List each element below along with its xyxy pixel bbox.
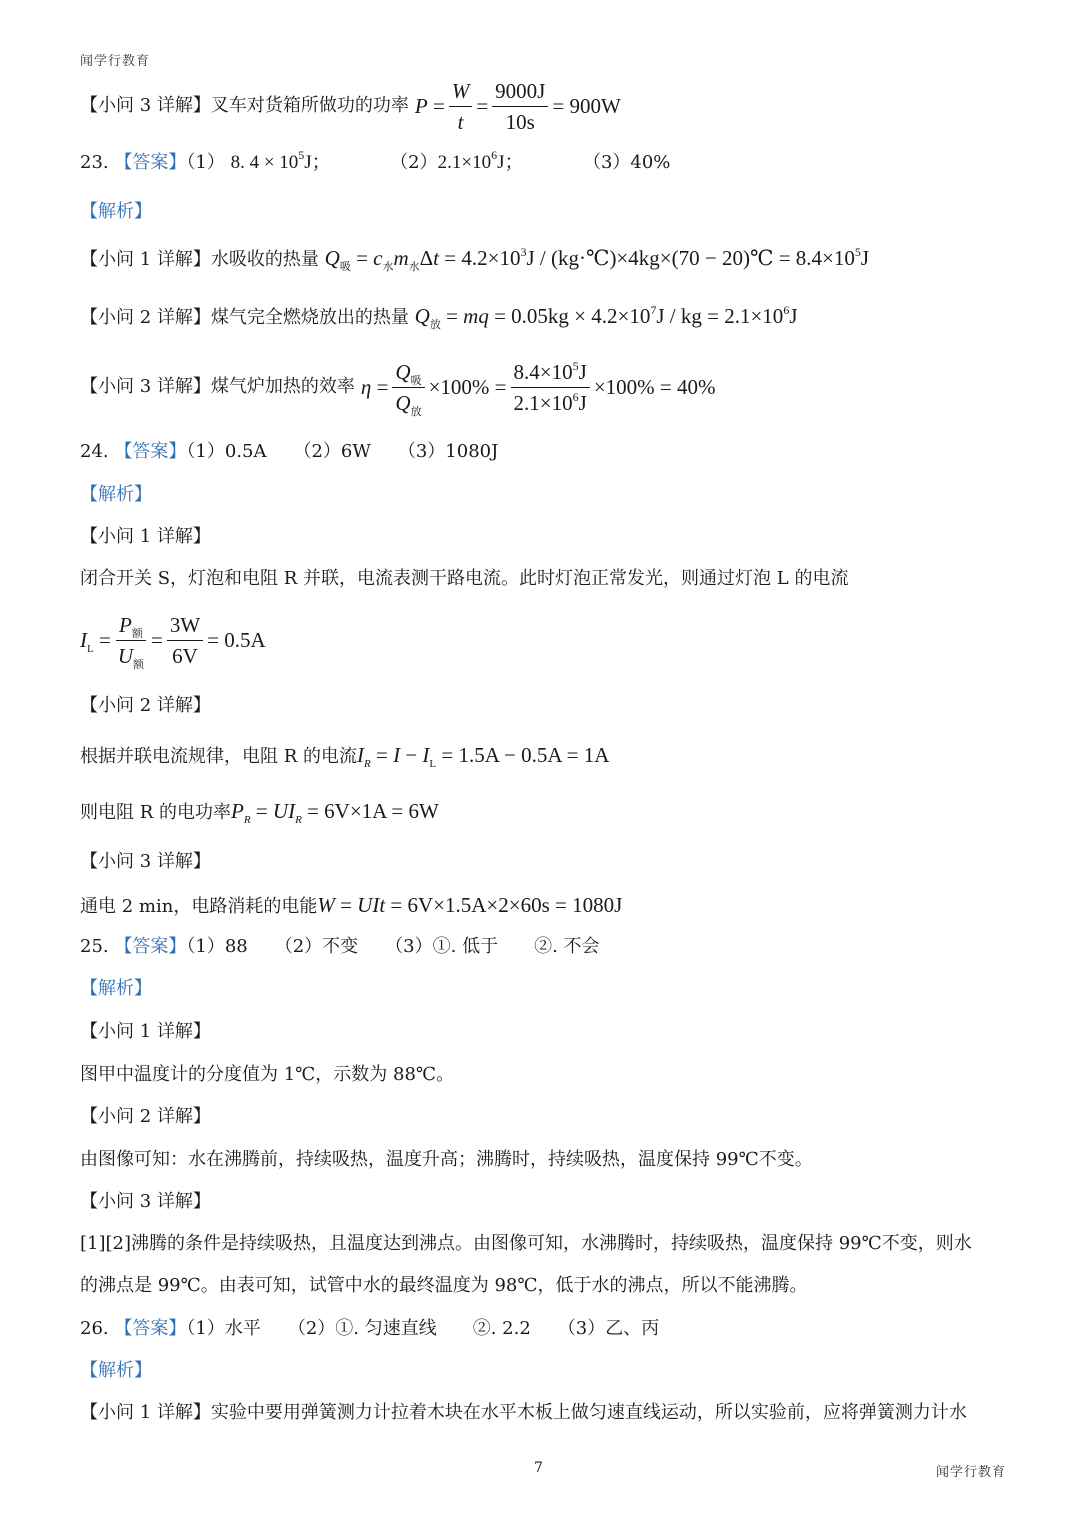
footer-brand: 闻学行教育 [936,1465,1007,1480]
q25-sub1-label: 【小问 1 详解】 [80,1021,211,1042]
q22-num: 9000J [492,78,548,107]
q22-fraction-wt: $\frac{W}{t}$ [449,78,473,135]
q26-answer-line: 26. 【答案】（1）水平 （2）①. 匀速直线 ②. 2.2 （3）乙、丙 [80,1318,660,1339]
sub3-label: 【小问 3 详解】 [80,95,211,116]
q23-efficiency-fraction: $\frac{Q_吸}{Q_放}$ [392,359,424,416]
header-brand: 闻学行教育 [80,54,151,69]
q25-p3b: 的沸点是 99℃。由表可知，试管中水的最终温度为 98℃，低于水的沸点，所以不能沸腾。 [80,1275,808,1296]
q24-p1: 闭合开关 S，灯泡和电阻 R 并联，电流表测干路电流。此时灯泡正常发光，则通过灯泡 L 的电流 [80,568,849,589]
q23-sub3: 【小问 3 详解】 煤气炉加热的效率 η = $\frac{Q_吸}{Q_放}$ ×100% = $\frac{8.4\times 10^5J}{2.1\times 10^6J}$ ×100% = 40% [80,358,716,418]
q24-answer-line: 24. 【答案】（1）0.5A （2）6W （3）1080J [80,441,499,462]
q24-p3: 则电阻 R 的电功率$P_R = UI_R = 6V\times 1A = 6W$ [80,799,439,826]
q22-den: 10s [505,109,535,134]
q25-analysis-label: 【解析】 [80,978,152,999]
q25-p3a: [1][2]沸腾的条件是持续吸热，且温度达到沸点。由图像可知，水沸腾时，持续吸热，温度保持 99℃不变，则水 [80,1233,972,1254]
q24-analysis-label: 【解析】 [80,484,152,505]
q23-answer-line: 23. 【答案】（1） 8. $4 \times 10^5J$； $(2)2.1\times 10^6J$； （3）40% [80,148,671,173]
q25-p1: 图甲中温度计的分度值为 1℃，示数为 88℃。 [80,1064,455,1085]
q23-ans1: 8. 4 × 10 [230,152,299,173]
q24-sub3-label: 【小问 3 详解】 [80,851,211,872]
q24-formula1: $I_L$ = $\frac{P_额}{U_额}$ = $\frac{3W}{6V}$ = 0.5A [80,612,266,671]
q23-number: 23. [80,152,109,173]
q23-ans2: 2.1×10 [437,152,492,173]
q25-sub2-label: 【小问 2 详解】 [80,1106,211,1127]
q22-result: = 900W [552,94,621,118]
q23-sub2: 【小问 2 详解】煤气完全燃烧放出的热量 $Q_放$ = mq = $0.05kg \times 4.2\times 10^7J$ / kg = $2.1\times 10^6J$ [80,303,798,331]
page-number: 7 [534,1460,543,1476]
q26-sub1: 【小问 1 详解】实验中要用弹簧测力计拉着木块在水平木板上做匀速直线运动，所以实验前，应将弹簧测力计水 [80,1402,967,1423]
q26-analysis-label: 【解析】 [80,1360,152,1381]
q25-answer-line: 25. 【答案】（1）88 （2）不变 （3）①. 低于 ②. 不会 [80,936,600,957]
q23-sub2-formula: = 0.05kg × 4.2×10 [494,304,651,328]
q23-sub1-formula: = 4.2×10 [444,246,521,270]
q24-answer: （1）0.5A （2）6W （3）1080J [186,441,499,462]
q24-f1-values: $\frac{3W}{6V}$ [167,612,203,669]
q24-p2: 根据并联电流规律，电阻 R 的电流$I_R = I - I_L = 1.5A - 0.5A = 1A$ [80,743,610,770]
q22-sub3: 【小问 3 详解】 叉车对货箱所做功的功率 P = $\frac{W}{t}$ = $\frac{9000J}{10s}$ = 900W [80,78,621,134]
q23-sub3-result: ×100% = 40% [593,375,716,399]
q22-sub3-text: 叉车对货箱所做功的功率 [210,95,409,116]
q24-sub2-label: 【小问 2 详解】 [80,695,211,716]
answer-label: 【答案】 [114,152,187,173]
q25-answer: （1）88 （2）不变 （3）①. 低于 ②. 不会 [186,936,600,957]
q25-p2: 由图像可知：水在沸腾前，持续吸热，温度升高；沸腾时，持续吸热，温度保持 99℃不变。 [80,1149,813,1170]
q26-answer: （1）水平 （2）①. 匀速直线 ②. 2.2 （3）乙、丙 [186,1318,660,1339]
q23-ans3: （3）40% [582,152,671,173]
q23-analysis-label: 【解析】 [80,201,152,222]
q24-sub1-label: 【小问 1 详解】 [80,526,211,547]
q23-sub1: 【小问 1 详解】水吸收的热量 $Q_吸 = c_水m_水\Delta t = 4.2\times 10^3J$ / (kg·℃)×4kg×(70 − 20)℃ = $8.4\times 10^5J$ [80,245,870,273]
q25-sub3-label: 【小问 3 详解】 [80,1191,211,1212]
q24-p4: 通电 2 min，电路消耗的电能W = UIt = 6V×1.5A×2×60s = 1080J [80,893,623,917]
q23-efficiency-values: $\frac{8.4\times 10^5J}{2.1\times 10^6J}$ [511,359,590,416]
q22-fraction-values [492,78,548,135]
